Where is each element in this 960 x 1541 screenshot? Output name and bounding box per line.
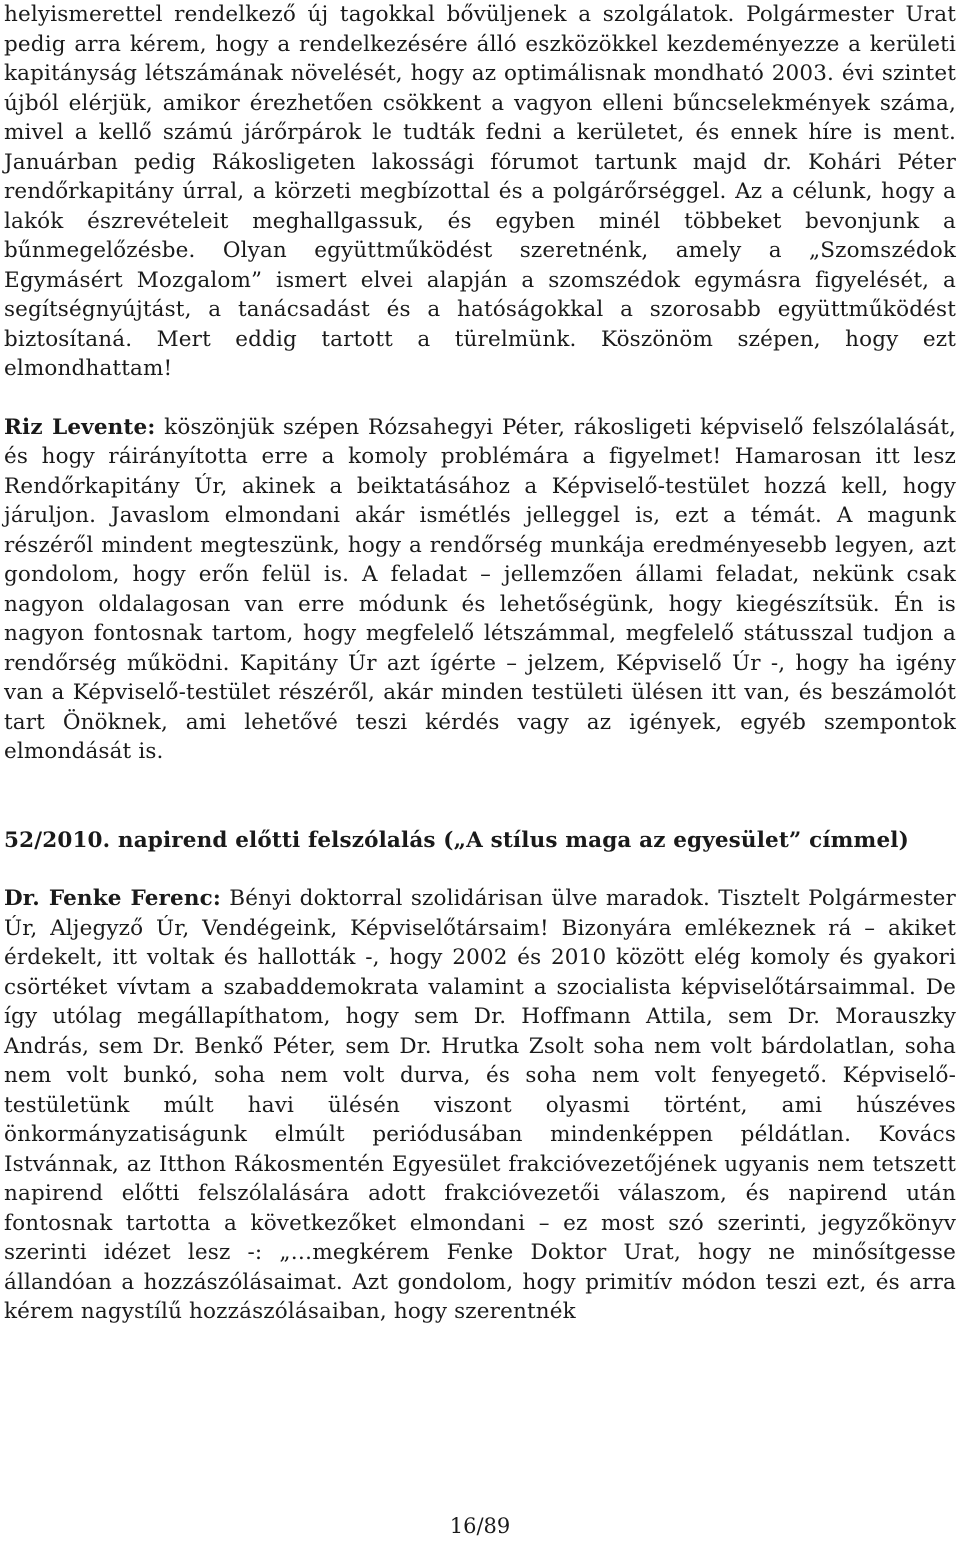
document-page bbox=[4, 0, 956, 1327]
continuation-paragraph: helyismerettel rendelkező új tagokkal bővüljenek a szolgálatok. Polgármester Urat pedig arra kérem, hogy a rendelkezésére álló eszközökkel kezdeményezze a kerületi kapitányság létszámának növelését, hogy az optimálisnak mondható 2003. évi szintet újból elérjük, amikor érezhetően csökkent a vagyon elleni bűncselekmények száma, mivel a kellő számú járőrpárok le tudták fedni a kerületet, és ennek híre is ment. Januárban pedig Rákosligeten lakossági fórumot tartunk majd dr. Kohári Péter rendőrkapitány úrral, a körzeti megbízottal és a polgárőrséggel. Az a célunk, hogy a lakók észrevételeit meghallgassuk, és egyben minél többeket bevonjunk a bűnmegelőzésbe. Olyan együttműködést szeretnénk, amely a „Szomszédok Egymásért Mozgalom” ismert elvei alapján a szomszédok egymásra figyelését, a segítségnyújtást, a tanácsadást és a hatóságokkal a szorosabb együttműködést biztosítaná. Mert eddig tartott a türelmünk. Köszönöm szépen, hogy ezt elmondhattam! bbox=[4, 2, 956, 381]
section-spacer bbox=[4, 767, 956, 826]
page-number: 16/89 bbox=[449, 1514, 511, 1538]
section-heading: 52/2010. napirend előtti felszólalás („A stílus maga az egyesület” címmel) bbox=[4, 827, 909, 853]
speech-text: Bényi doktorral szolidárisan ülve maradok. Tisztelt Polgármester Úr, Aljegyző Úr, Vendégeink, Képviselőtársaim! Bizonyára emlékeznek rá – akiket érdekelt, itt voltak és hallották -, hogy 2002 és 2010 között elég komoly és gyakori csörtéket vívtam a szabaddemokrata valamint a szocialista képviselőtársaimmal. De így utólag megállapíthatom, hogy sem Dr. Hoffmann Attila, sem Dr. Morauszky András, sem Dr. Benkő Péter, sem Dr. Hrutka Zsolt soha nem volt bárdolatlan, soha nem volt bunkó, soha nem volt durva, és soha nem volt fenyegető. Képviselő-testületünk múlt havi ülésén viszont olyasmi történt, ami húszéves önkormányzatiságunk elmúlt periódusában mindenképpen példátlan. Kovács Istvánnak, az Itthon Rákosmentén Egyesület frakcióvezetőjének ugyanis nem tetszett napirend előtti felszólalására adott frakcióvezetői válaszom, és napirend után fontosnak tartotta a következőket elmondani – ez most szó szerinti, jegyzőkönyv szerinti idézet lesz -: „…megkérem Fenke Doktor Urat, hogy ne minősítgesse állandóan a hozzászólásaimat. Azt gondolom, hogy primitív módon teszi ezt, és arra kérem nagystílű hozzászólásaiban, hogy szerentnék bbox=[4, 886, 956, 1324]
speaker-name: Riz Levente: bbox=[4, 414, 156, 440]
paragraph-spacer bbox=[4, 384, 956, 413]
speech-text: köszönjük szépen Rózsahegyi Péter, rákosligeti képviselő felszólalását, és hogy ráirányította erre a komoly problémára a figyelmet! Hamarosan itt lesz Rendőrkapitány Úr, akinek a beiktatásához a Képviselő-testület hozzá kell, hogy járuljon. Javaslom elmondani akár ismétlés jelleggel is, ezt a témát. A magunk részéről mindent megteszünk, hogy a rendőrség munkája eredményesebb legyen, azt gondolom, hogy erőn felül is. A feladat – jellemzően állami feladat, nekünk csak nagyon oldalagosan van erre módunk és lehetőségünk, hogy kiegészítsük. Én is nagyon fontosnak tartom, hogy megfelelő létszámmal, megfelelő státusszal tudjon a rendőrség működni. Kapitány Úr azt ígérte – jelzem, Képviselő Úr -, hogy ha igény van a Képviselő-testület részéről, akár minden testületi ülésen itt van, és beszámolót tart Önöknek, ami lehetővé teszi kérdés vagy az igények, egyéb szempontok elmondását is. bbox=[4, 414, 956, 764]
paragraph-spacer bbox=[4, 855, 956, 884]
speaker-name: Dr. Fenke Ferenc: bbox=[4, 886, 221, 911]
riz-levente-paragraph bbox=[4, 413, 956, 767]
fenke-ferenc-paragraph bbox=[4, 884, 956, 1327]
